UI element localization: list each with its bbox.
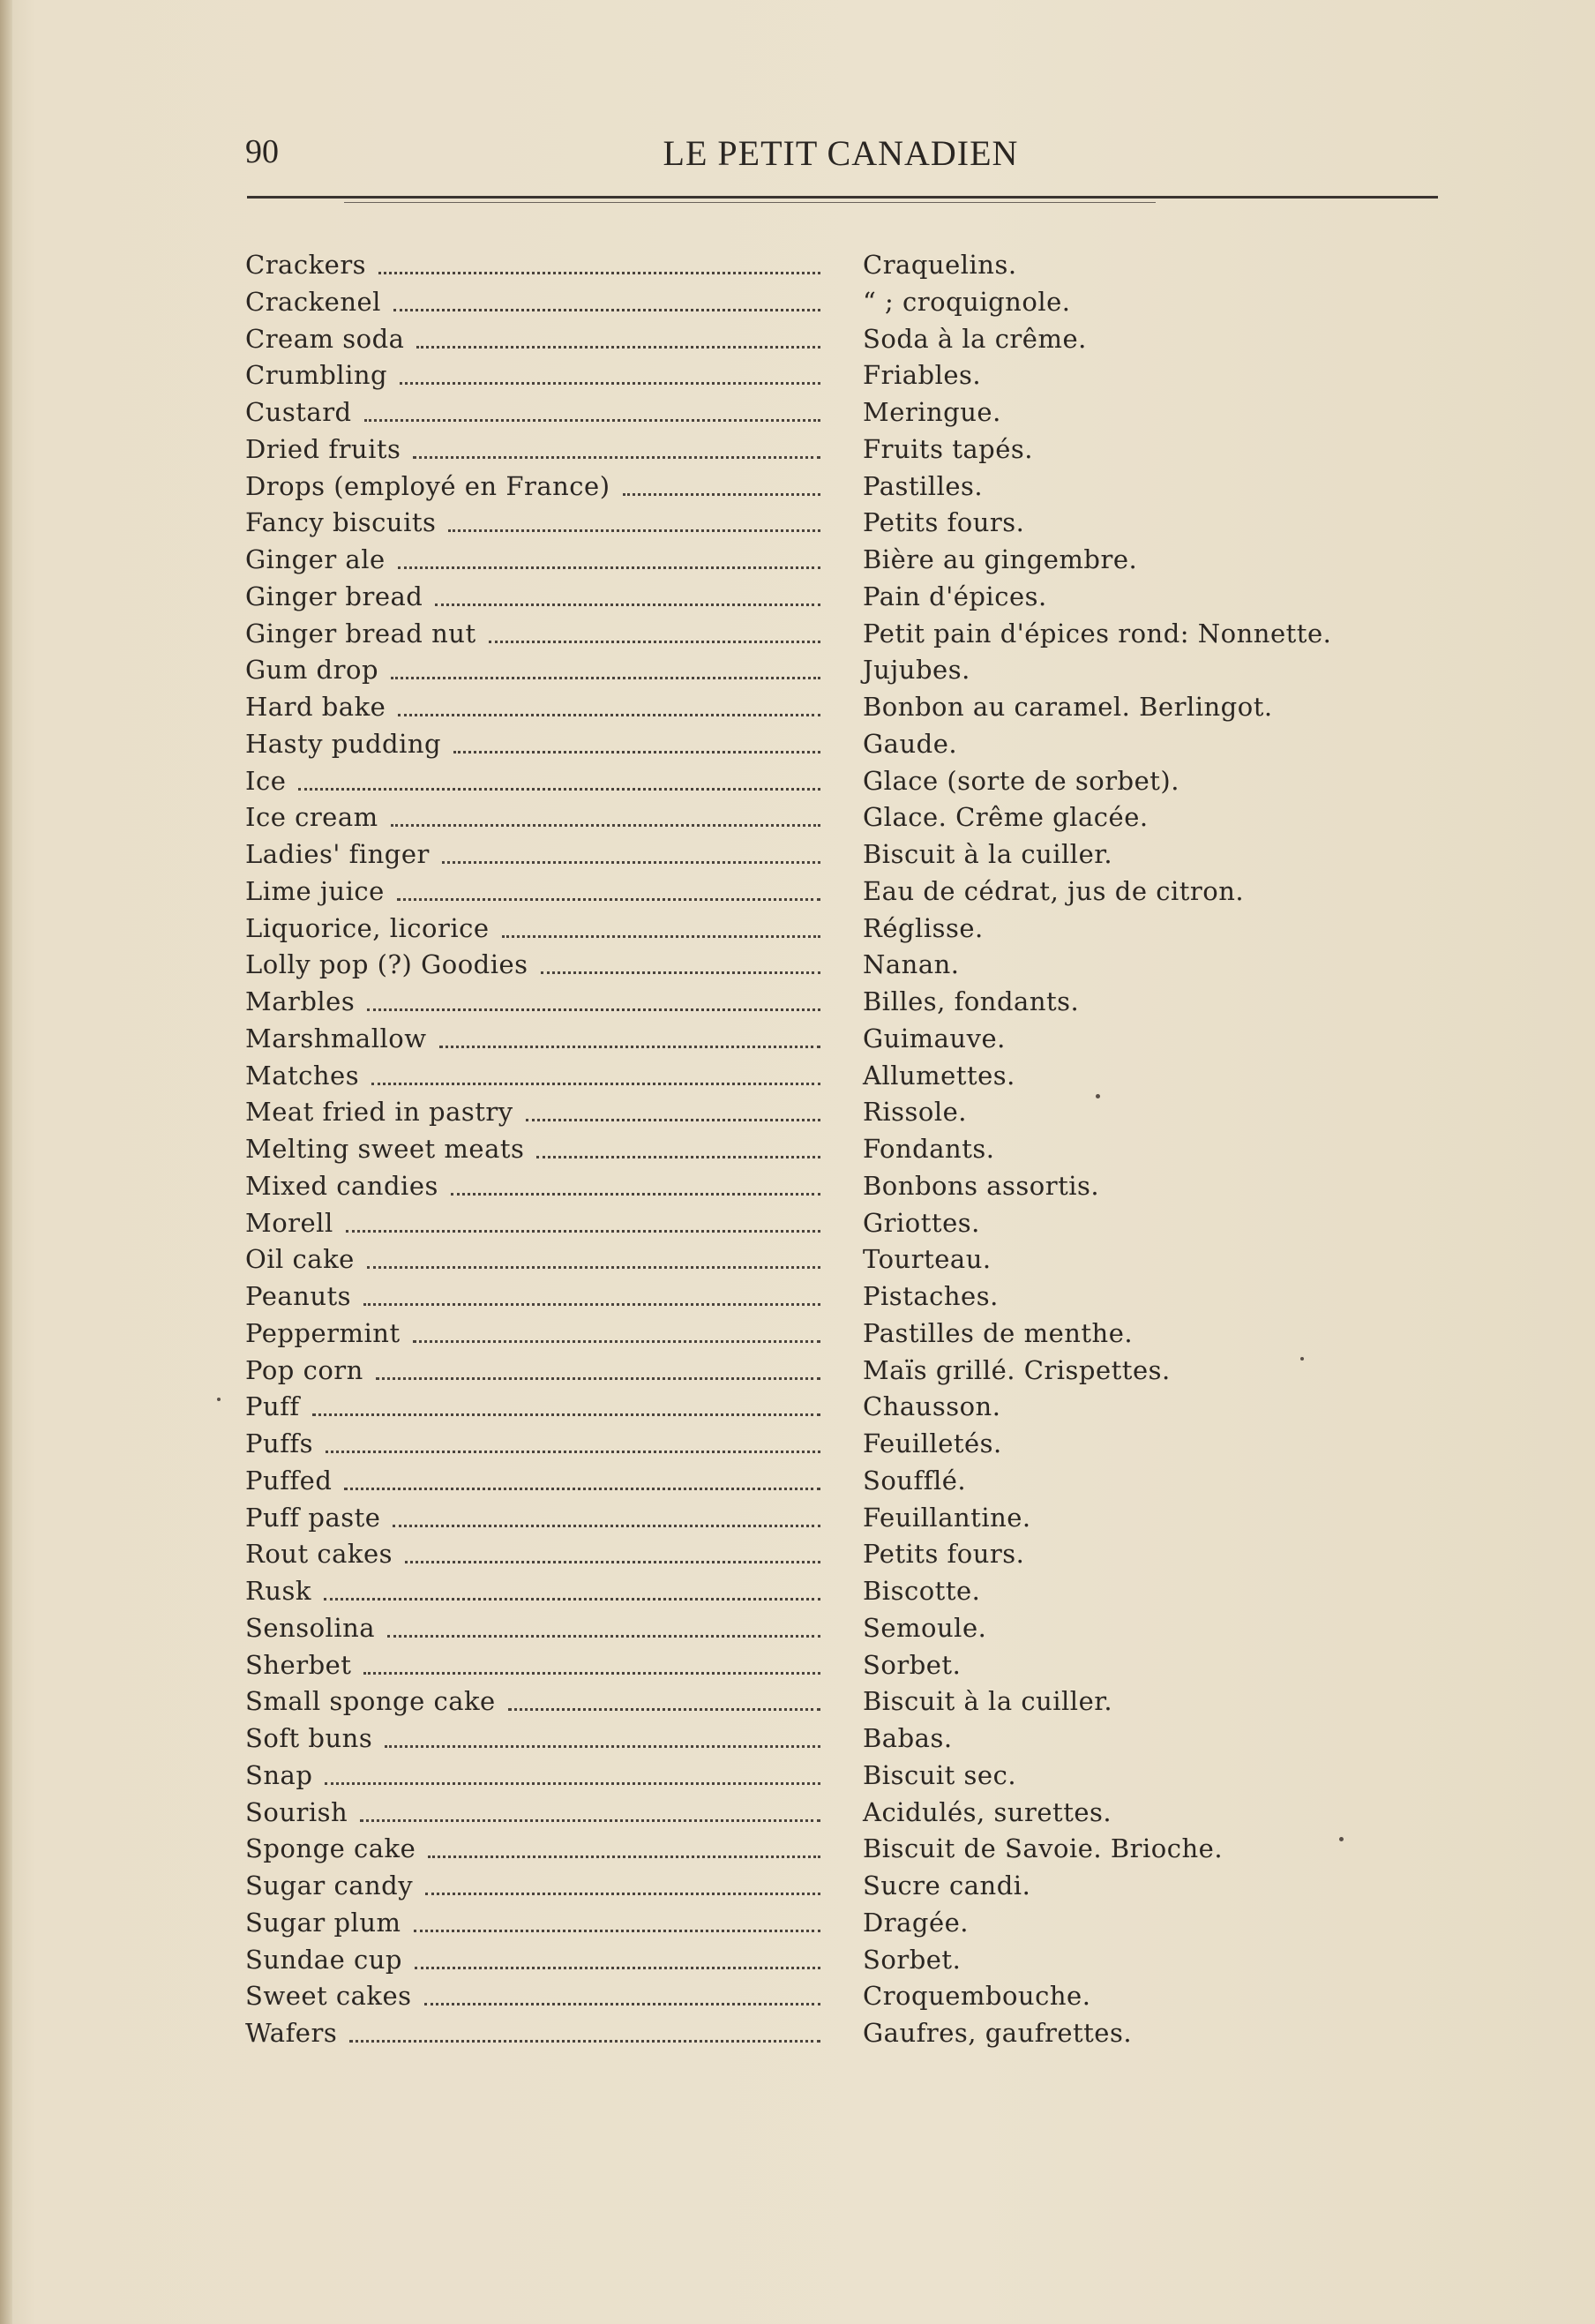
dot-leader	[393, 306, 820, 311]
dot-leader	[489, 638, 820, 643]
english-term-cell	[245, 505, 820, 540]
glossary-row	[245, 873, 1454, 911]
english-term: Crackers	[245, 250, 367, 280]
dot-leader	[393, 1522, 820, 1527]
glossary-row	[245, 799, 1454, 836]
french-translation: Guimauve.	[863, 1023, 1006, 1053]
page-number: 90	[245, 133, 279, 170]
glossary-row	[245, 1721, 1454, 1758]
english-term-cell	[245, 1058, 820, 1093]
glossary-row	[245, 321, 1454, 358]
glossary-row	[245, 1241, 1454, 1278]
glossary-row	[245, 1316, 1454, 1353]
dot-leader	[398, 711, 820, 716]
glossary-row	[245, 726, 1454, 763]
french-translation: Babas.	[863, 1723, 953, 1753]
english-term-cell	[245, 321, 820, 356]
dot-leader	[376, 1375, 820, 1380]
dot-leader	[367, 1263, 820, 1269]
french-translation: Tourteau.	[863, 1244, 992, 1275]
dot-leader	[448, 527, 820, 532]
english-term-cell	[245, 2015, 820, 2050]
english-term-cell	[245, 284, 820, 319]
english-term-cell	[245, 1610, 820, 1646]
french-translation: Friables.	[863, 360, 982, 391]
glossary-row	[245, 357, 1454, 394]
glossary-row	[245, 911, 1454, 948]
english-term: Liquorice, licorice	[245, 912, 490, 943]
french-translation: Bière au gingembre.	[863, 544, 1138, 574]
english-term-cell	[245, 1463, 820, 1498]
dot-leader	[326, 1448, 820, 1453]
french-translation: Petit pain d'épices rond: Nonnette.	[863, 618, 1332, 648]
english-term-cell	[245, 1647, 820, 1683]
dot-leader	[541, 969, 820, 974]
english-term-cell	[245, 911, 820, 946]
english-term: Drops (employé en France)	[245, 470, 610, 501]
english-term: Ice	[245, 765, 287, 796]
english-term: Cream soda	[245, 323, 405, 354]
english-term-cell	[245, 1241, 820, 1277]
french-translation: Maïs grillé. Crispettes.	[863, 1354, 1171, 1385]
english-term-cell	[245, 726, 820, 761]
glossary-row	[245, 284, 1454, 321]
english-term: Lime juice	[245, 875, 385, 906]
french-translation: Biscuit sec.	[863, 1759, 1017, 1790]
french-translation: Nanan.	[863, 949, 960, 980]
glossary-list	[245, 247, 1454, 2052]
french-translation: Rissole.	[863, 1097, 967, 1128]
print-speck	[1096, 1094, 1100, 1098]
french-translation: Pastilles de menthe.	[863, 1317, 1134, 1348]
english-term-cell	[245, 1536, 820, 1571]
french-translation: “ ; croquignole.	[863, 286, 1071, 317]
header-rule-secondary	[344, 202, 1156, 203]
english-term: Marshmallow	[245, 1023, 427, 1053]
english-term: Morell	[245, 1207, 333, 1238]
glossary-row	[245, 1168, 1454, 1205]
english-term-cell	[245, 947, 820, 982]
english-term-cell	[245, 579, 820, 614]
english-term-cell	[245, 1353, 820, 1388]
english-term: Meat fried in pastry	[245, 1097, 513, 1128]
english-term: Peppermint	[245, 1317, 401, 1348]
english-term: Hard bake	[245, 692, 386, 722]
glossary-row	[245, 431, 1454, 469]
french-translation: Pastilles.	[863, 470, 984, 501]
english-term: Fancy biscuits	[245, 507, 437, 538]
french-translation: Feuillantine.	[863, 1502, 1031, 1533]
english-term: Ice cream	[245, 802, 378, 833]
dot-leader	[400, 379, 820, 385]
glossary-row	[245, 1868, 1454, 1905]
french-translation: Semoule.	[863, 1612, 987, 1643]
dot-leader	[367, 1006, 820, 1011]
glossary-row	[245, 247, 1454, 284]
english-term: Gum drop	[245, 655, 379, 686]
dot-leader	[451, 1190, 820, 1196]
french-translation: Sorbet.	[863, 1649, 962, 1680]
english-term: Sponge cake	[245, 1833, 416, 1864]
glossary-row	[245, 469, 1454, 506]
glossary-row	[245, 579, 1454, 616]
english-term-cell	[245, 1205, 820, 1241]
french-translation: Chausson.	[863, 1391, 1001, 1422]
dot-leader	[424, 2000, 820, 2005]
english-term-cell	[245, 1021, 820, 1056]
glossary-row	[245, 616, 1454, 653]
french-translation: Acidulés, surettes.	[863, 1796, 1112, 1827]
dot-leader	[363, 1301, 820, 1306]
english-term: Melting sweet meats	[245, 1134, 525, 1164]
english-term-cell	[245, 836, 820, 872]
dot-leader	[324, 1595, 820, 1601]
english-term-cell	[245, 1168, 820, 1203]
english-term-cell	[245, 1721, 820, 1756]
running-title: LE PETIT CANADIEN	[663, 133, 1019, 173]
dot-leader	[312, 1411, 820, 1416]
english-term: Custard	[245, 397, 352, 427]
english-term: Mixed candies	[245, 1170, 438, 1201]
glossary-row	[245, 1353, 1454, 1390]
dot-leader	[398, 564, 820, 569]
french-translation: Soufflé.	[863, 1465, 967, 1496]
english-term-cell	[245, 1831, 820, 1866]
french-translation: Fondants.	[863, 1134, 995, 1164]
english-term-cell	[245, 1978, 820, 2013]
english-term: Snap	[245, 1759, 313, 1790]
english-term: Ladies' finger	[245, 839, 430, 869]
english-term: Ginger bread	[245, 581, 423, 611]
french-translation: Petits fours.	[863, 507, 1025, 538]
french-translation: Gaude.	[863, 728, 958, 759]
dot-leader	[453, 748, 820, 753]
glossary-row	[245, 1758, 1454, 1795]
english-term-cell	[245, 247, 820, 282]
french-translation: Bonbon au caramel. Berlingot.	[863, 692, 1273, 722]
dot-leader	[435, 601, 820, 606]
dot-leader	[508, 1706, 820, 1711]
page-edge-shadow	[0, 0, 12, 2324]
english-term: Lolly pop (?) Goodies	[245, 949, 528, 980]
print-speck	[1300, 1357, 1304, 1361]
english-term: Wafers	[245, 2018, 338, 2048]
english-term-cell	[245, 984, 820, 1019]
glossary-row	[245, 2015, 1454, 2052]
dot-leader	[391, 821, 820, 827]
glossary-row	[245, 1978, 1454, 2015]
english-term: Ginger ale	[245, 544, 386, 574]
english-term-cell	[245, 763, 820, 798]
english-term: Dried fruits	[245, 433, 401, 464]
english-term-cell	[245, 799, 820, 835]
english-term-cell	[245, 1795, 820, 1830]
glossary-row	[245, 1131, 1454, 1168]
header-rule	[247, 196, 1438, 199]
french-translation: Réglisse.	[863, 912, 984, 943]
french-translation: Soda à la crême.	[863, 323, 1087, 354]
glossary-row	[245, 1021, 1454, 1058]
english-term: Puff	[245, 1391, 300, 1422]
french-translation: Craquelins.	[863, 250, 1017, 280]
dot-leader	[371, 1080, 820, 1085]
english-term-cell	[245, 873, 820, 909]
english-term-cell	[245, 1942, 820, 1977]
glossary-row	[245, 1795, 1454, 1832]
english-term: Sourish	[245, 1796, 348, 1827]
french-translation: Biscuit à la cuiller.	[863, 839, 1113, 869]
english-term: Sherbet	[245, 1649, 352, 1680]
english-term-cell	[245, 1426, 820, 1461]
english-term-cell	[245, 1278, 820, 1314]
french-translation: Pain d'épices.	[863, 581, 1047, 611]
glossary-row	[245, 763, 1454, 800]
english-term: Ginger bread nut	[245, 618, 476, 648]
french-translation: Pistaches.	[863, 1281, 999, 1311]
english-term: Soft buns	[245, 1723, 373, 1753]
glossary-row	[245, 505, 1454, 542]
french-translation: Jujubes.	[863, 655, 970, 686]
dot-leader	[391, 674, 820, 679]
glossary-row	[245, 1905, 1454, 1942]
english-term: Peanuts	[245, 1281, 352, 1311]
english-term: Puffed	[245, 1465, 333, 1496]
glossary-row	[245, 1094, 1454, 1131]
dot-leader	[344, 1485, 820, 1490]
english-term-cell	[245, 1131, 820, 1166]
dot-leader	[387, 1632, 820, 1638]
french-translation: Glace (sorte de sorbet).	[863, 765, 1179, 796]
english-term-cell	[245, 1758, 820, 1793]
english-term: Rout cakes	[245, 1539, 393, 1570]
english-term-cell	[245, 652, 820, 687]
glossary-row	[245, 1426, 1454, 1463]
dot-leader	[416, 343, 820, 349]
english-term-cell	[245, 1316, 820, 1351]
english-term-cell	[245, 394, 820, 430]
dot-leader	[623, 491, 820, 496]
french-translation: Meringue.	[863, 397, 1001, 427]
english-term: Pop corn	[245, 1354, 363, 1385]
english-term: Crackenel	[245, 286, 381, 317]
glossary-row	[245, 689, 1454, 726]
english-term-cell	[245, 542, 820, 577]
dot-leader	[415, 1964, 820, 1969]
english-term: Rusk	[245, 1576, 311, 1606]
glossary-row	[245, 1573, 1454, 1610]
english-term-cell	[245, 1094, 820, 1129]
french-translation: Biscotte.	[863, 1576, 981, 1606]
print-speck	[1339, 1837, 1344, 1841]
english-term: Oil cake	[245, 1244, 355, 1275]
english-term-cell	[245, 1573, 820, 1608]
dot-leader	[526, 1116, 820, 1121]
dot-leader	[378, 269, 820, 274]
french-translation: Biscuit de Savoie. Brioche.	[863, 1833, 1224, 1864]
dot-leader	[413, 1338, 820, 1343]
dot-leader	[346, 1227, 820, 1233]
french-translation: Glace. Crême glacée.	[863, 802, 1149, 833]
dot-leader	[385, 1743, 820, 1748]
dot-leader	[439, 1043, 820, 1048]
glossary-row	[245, 1058, 1454, 1095]
french-translation: Bonbons assortis.	[863, 1170, 1100, 1201]
dot-leader	[536, 1153, 820, 1158]
glossary-row	[245, 542, 1454, 579]
dot-leader	[298, 785, 820, 791]
glossary-row	[245, 1942, 1454, 1979]
english-term-cell	[245, 1389, 820, 1424]
glossary-row	[245, 1278, 1454, 1316]
glossary-row	[245, 1536, 1454, 1573]
glossary-row	[245, 1500, 1454, 1537]
english-term: Crumbling	[245, 360, 388, 391]
english-term: Sugar plum	[245, 1907, 401, 1938]
french-translation: Dragée.	[863, 1907, 970, 1938]
english-term-cell	[245, 689, 820, 724]
dot-leader	[360, 1817, 820, 1822]
french-translation: Allumettes.	[863, 1060, 1015, 1091]
english-term: Matches	[245, 1060, 360, 1091]
french-translation: Petits fours.	[863, 1539, 1025, 1570]
english-term: Sensolina	[245, 1612, 376, 1643]
glossary-row	[245, 1831, 1454, 1868]
english-term-cell	[245, 1905, 820, 1940]
glossary-row	[245, 1610, 1454, 1647]
glossary-row	[245, 984, 1454, 1021]
glossary-row	[245, 394, 1454, 431]
english-term-cell	[245, 357, 820, 393]
dot-leader	[442, 858, 820, 864]
english-term: Sundae cup	[245, 1944, 402, 1975]
english-term: Puffs	[245, 1428, 314, 1458]
french-translation: Sorbet.	[863, 1944, 962, 1975]
glossary-row	[245, 1683, 1454, 1721]
page-header	[245, 132, 1436, 185]
french-translation: Gaufres, gaufrettes.	[863, 2018, 1133, 2048]
dot-leader	[349, 2037, 820, 2043]
glossary-row	[245, 836, 1454, 873]
english-term: Sweet cakes	[245, 1981, 412, 2012]
french-translation: Sucre candi.	[863, 1870, 1031, 1900]
english-term: Marbles	[245, 986, 356, 1016]
english-term: Sugar candy	[245, 1870, 414, 1900]
print-speck	[217, 1398, 221, 1401]
english-term-cell	[245, 431, 820, 467]
french-translation: Croquembouche.	[863, 1981, 1091, 2012]
dot-leader	[413, 454, 820, 459]
dot-leader	[397, 896, 820, 901]
english-term-cell	[245, 616, 820, 651]
french-translation: Fruits tapés.	[863, 433, 1033, 464]
french-translation: Biscuit à la cuiller.	[863, 1686, 1113, 1717]
dot-leader	[428, 1853, 820, 1858]
glossary-row	[245, 1463, 1454, 1500]
french-translation: Billes, fondants.	[863, 986, 1080, 1016]
english-term-cell	[245, 1683, 820, 1719]
glossary-row	[245, 947, 1454, 984]
dot-leader	[405, 1558, 820, 1563]
english-term-cell	[245, 1868, 820, 1903]
dot-leader	[363, 1669, 820, 1675]
dot-leader	[364, 416, 820, 422]
english-term-cell	[245, 469, 820, 504]
english-term-cell	[245, 1500, 820, 1535]
french-translation: Eau de cédrat, jus de citron.	[863, 875, 1245, 906]
glossary-row	[245, 1205, 1454, 1242]
glossary-row	[245, 1389, 1454, 1426]
english-term: Small sponge cake	[245, 1686, 496, 1717]
english-term: Puff paste	[245, 1502, 381, 1533]
glossary-row	[245, 1647, 1454, 1684]
french-translation: Griottes.	[863, 1207, 980, 1238]
french-translation: Feuilletés.	[863, 1428, 1002, 1458]
glossary-row	[245, 652, 1454, 689]
dot-leader	[414, 1927, 820, 1932]
dot-leader	[325, 1780, 820, 1785]
dot-leader	[502, 933, 820, 938]
english-term: Hasty pudding	[245, 728, 442, 759]
dot-leader	[425, 1890, 820, 1895]
